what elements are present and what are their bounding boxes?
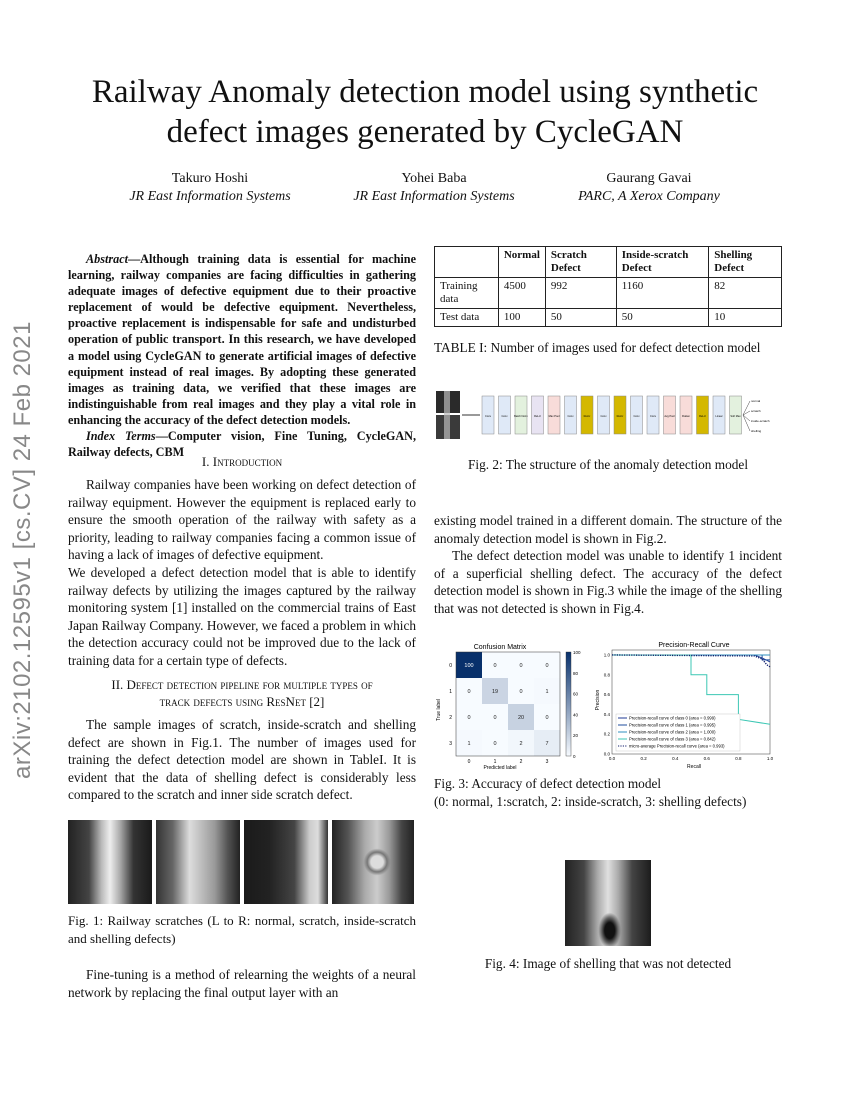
section-2-heading-line1: II. Defect detection pipeline for multiple types of — [111, 677, 373, 692]
fig2-output-label: normal — [751, 399, 761, 403]
fig2-caption: Fig. 2: The structure of the anomaly detection model — [467, 457, 749, 472]
x-tick: 0.8 — [735, 756, 742, 761]
table-cell: 4500 — [498, 278, 545, 309]
paragraph: existing model trained in a different domain. The structure of the anomaly detection model is shown in Fig.2. — [434, 513, 782, 546]
x-axis-label: Predicted label — [483, 765, 517, 771]
abstract-text: —Although training data is essential for machine learning, railway companies are facing difficulties in gathering adequate images of defective equipment due to their proactive replacement of would be defective equipment. Nevertheless, proactive replacement is indispensable for safe and undisturbed operation of public transport. In this research, we have developed a model using CycleGAN to generate artificial images of defective equipment instead of real images. By adopting these generated images as training data, we verified that these images are indistinguishable from real images and they play a vital role in enhancing the accuracy of the defect detection models. — [68, 252, 416, 427]
author-3 — [524, 170, 774, 206]
x-tick: 3 — [545, 759, 549, 765]
paragraph: Fine-tuning is a method of relearning the weights of a neural network by replacing the final output layer with an — [68, 967, 416, 1000]
table-1-caption: TABLE I: Number of images used for defect detection model — [434, 340, 761, 355]
cm-value: 0 — [519, 663, 523, 669]
index-terms-text: —Computer vision, Fine Tuning, CycleGAN, Railway defects, CBM — [68, 429, 416, 460]
table-cell: 10 — [709, 309, 782, 327]
legend-label: Precision-recall curve of class 2 (area = 1.000) — [629, 729, 716, 735]
x-tick: 0.4 — [672, 756, 679, 761]
fig2-block-label: Conv — [567, 415, 574, 418]
section-2-body — [68, 716, 416, 804]
y-tick: 0.4 — [603, 711, 610, 717]
colorbar-tick: 100 — [573, 650, 581, 655]
fig2-block-label: Flatten — [682, 415, 690, 418]
cm-value: 100 — [464, 663, 474, 669]
table-header-cell: Shelling Defect — [709, 247, 782, 278]
y-tick: 1 — [449, 689, 452, 695]
x-tick: 2 — [519, 759, 523, 765]
arxiv-id: arXiv:2102.12595v1 [cs.CV] 24 Feb 2021 — [9, 321, 36, 779]
cm-value: 0 — [519, 689, 523, 695]
fig2-outputs — [743, 399, 770, 433]
legend-label: Precision-recall curve of class 1 (area = 0.995) — [629, 722, 716, 728]
author-name: Yohei Baba — [401, 171, 467, 186]
fig4-shelling-image — [565, 860, 651, 946]
table-header-cell: Inside-scratch Defect — [616, 247, 709, 278]
y-axis-label: True label — [436, 698, 442, 722]
fig2-output-arrow — [743, 415, 750, 431]
fig1-image-strip — [68, 820, 414, 904]
y-tick: 0.6 — [603, 692, 610, 698]
x-tick: 0 — [467, 759, 471, 765]
cm-value: 19 — [491, 689, 499, 695]
fig2-block-label: ReLU — [616, 415, 624, 418]
shelling-rail-image — [332, 820, 414, 904]
table-row — [435, 309, 782, 327]
paragraph: Railway companies have been working on defect detection of railway equipment. However the equipment is replaced early to ensure the smooth operation of the railway with safety as a priority, leading to railway companies facing a common issue of having a lack of images of defective equipment. — [68, 477, 416, 563]
x-tick: 0.6 — [703, 756, 710, 761]
colorbar — [566, 652, 571, 756]
fig2-output-label: shelling — [751, 429, 762, 433]
cm-value: 1 — [545, 689, 549, 695]
fig2-block-label: Conv — [501, 415, 508, 418]
table-row — [435, 278, 782, 309]
y-tick: 0.0 — [603, 751, 610, 757]
fig3-caption-line2: (0: normal, 1:scratch, 2: inside-scratch, 3: shelling defects) — [434, 794, 747, 809]
cm-value: 0 — [467, 715, 471, 721]
arxiv-stamp — [0, 290, 46, 810]
fig4-caption: Fig. 4: Image of shelling that was not detected — [484, 956, 732, 971]
paper-title: Railway Anomaly detection model using synthetic defect images generated by CycleGAN — [91, 74, 759, 150]
table-header-row — [435, 247, 782, 278]
cm-value: 0 — [467, 689, 471, 695]
fig2-block-label: Conv — [600, 415, 607, 418]
cm-value: 2 — [519, 741, 523, 747]
legend-label: micro-average Precision-recall curve (area = 0.993) — [629, 743, 725, 749]
fig2-block-label: ReLU — [583, 415, 591, 418]
table-1 — [434, 246, 782, 327]
fig2-block-label: Linear — [715, 415, 723, 418]
fig2-block-label: Conv — [633, 415, 640, 418]
colorbar-tick: 60 — [573, 691, 579, 697]
table-cell: 992 — [545, 278, 616, 309]
legend-label: Precision-recall curve of class 0 (area = 0.999) — [629, 715, 716, 721]
fig3-caption — [434, 775, 794, 811]
cm-value: 0 — [493, 715, 497, 721]
y-tick: 0.2 — [603, 731, 610, 737]
section-2-heading-line2: track defects using ResNet [2] — [159, 694, 325, 709]
author-2 — [309, 170, 559, 206]
table-header-cell: Normal — [498, 247, 545, 278]
fig2-output-label: inside-scratch — [751, 419, 770, 423]
colorbar-tick: 80 — [573, 670, 579, 676]
table-cell: Training data — [435, 278, 499, 309]
confusion-matrix-chart — [434, 640, 584, 772]
y-tick: 3 — [449, 741, 452, 747]
section-2-heading — [68, 676, 416, 710]
x-axis-label: Recall — [687, 764, 701, 770]
x-tick: 0.0 — [608, 756, 616, 761]
fig1-caption: Fig. 1: Railway scratches (L to R: normal, scratch, inside-scratch and shelling defects) — [68, 913, 416, 946]
normal-rail-image — [68, 820, 152, 904]
colorbar-tick: 40 — [573, 712, 579, 718]
abstract-label: Abstract — [86, 252, 128, 266]
cm-value: 0 — [545, 663, 549, 669]
y-axis-label: Precision — [595, 689, 601, 711]
cm-value: 0 — [493, 741, 497, 747]
fig2-block-label: ReLU — [534, 415, 541, 418]
table-cell: 1160 — [616, 278, 709, 309]
section-1-body — [68, 476, 416, 670]
legend-label: Precision-recall curve of class 3 (area = 0.842) — [629, 736, 716, 742]
author-affiliation: JR East Information Systems — [353, 189, 515, 204]
scratch-rail-image — [156, 820, 240, 904]
y-tick: 0.8 — [603, 672, 610, 678]
precision-recall-chart — [594, 640, 780, 772]
colorbar-tick: 0 — [573, 754, 576, 759]
author-name: Gaurang Gavai — [606, 171, 692, 186]
fig2-block-label: Conv — [649, 415, 657, 418]
table-cell: 82 — [709, 278, 782, 309]
y-tick: 2 — [449, 715, 452, 721]
cm-value: 0 — [545, 715, 549, 721]
section-1-heading: I. Introduction — [201, 454, 283, 469]
author-affiliation: PARC, A Xerox Company — [578, 189, 720, 204]
fig2-block-label: Batch Norm — [514, 415, 528, 418]
chart-title: Confusion Matrix — [473, 644, 527, 651]
x-tick: 0.2 — [640, 756, 647, 761]
right-column-body — [434, 512, 782, 618]
table-header-cell — [435, 247, 499, 278]
paragraph: We developed a defect detection model that is able to identify railway defects by utilizing the images captured by the railway monitoring system [1] installed on the commercial trains of East Japan Railway Company. However, we faced a problem in which the detection accuracy could not be improved due to the lack of training data for a certain type of defects. — [68, 564, 416, 668]
y-tick: 1.0 — [603, 652, 610, 658]
input-rail-highlight — [444, 391, 450, 439]
inside-scratch-rail-image — [244, 820, 328, 904]
fig2-block-label: Max Pool — [548, 415, 560, 418]
author-1 — [85, 170, 335, 206]
y-tick: 0 — [449, 663, 452, 669]
fig2-output-label: scratch — [751, 409, 761, 413]
cm-value: 0 — [493, 663, 497, 669]
cm-value: 1 — [467, 741, 471, 747]
paragraph: The sample images of scratch, inside-scratch and shelling defect are shown in Fig.1. The number of images used for training the defect detection model are shown in TableI. It is evident that the data of shelling defect is considerably less compared to the scratch and inner side scratch defect. — [68, 717, 416, 803]
table-cell: Test data — [435, 309, 499, 327]
cm-cells — [449, 652, 560, 765]
author-affiliation: JR East Information Systems — [129, 189, 291, 204]
cm-colorbar — [566, 650, 581, 759]
index-terms-label: Index Terms — [86, 429, 156, 444]
x-tick: 1 — [493, 759, 497, 765]
x-tick: 1.0 — [766, 756, 774, 761]
fig2-block-label: Avg Pool — [664, 415, 675, 418]
table-header-cell: Scratch Defect — [545, 247, 616, 278]
table-cell: 100 — [498, 309, 545, 327]
cm-value: 20 — [517, 715, 525, 721]
fig2-block-label: Soft Max — [730, 415, 741, 418]
cm-value: 7 — [545, 741, 549, 747]
colorbar-tick: 20 — [573, 733, 579, 739]
fig2-blocks — [482, 396, 742, 434]
section-2-body-cont — [68, 966, 416, 1001]
abstract — [68, 251, 416, 460]
chart-title: Precision-Recall Curve — [658, 642, 730, 649]
pr-plot — [604, 650, 774, 761]
author-name: Takuro Hoshi — [171, 171, 249, 186]
table-cell: 50 — [545, 309, 616, 327]
fig3-caption-line1: Fig. 3: Accuracy of defect detection model — [434, 776, 662, 791]
paragraph: The defect detection model was unable to identify 1 incident of a superficial shelling defect. The accuracy of the defect detection model is shown in Fig.3 while the image of the shelling that was not detected is shown in Fig.4. — [434, 548, 782, 616]
fig2-block-label: ReLU — [699, 415, 706, 418]
fig2-block-label: Conv — [484, 415, 492, 418]
table-cell: 50 — [616, 309, 709, 327]
fig2-architecture-diagram — [434, 383, 784, 443]
